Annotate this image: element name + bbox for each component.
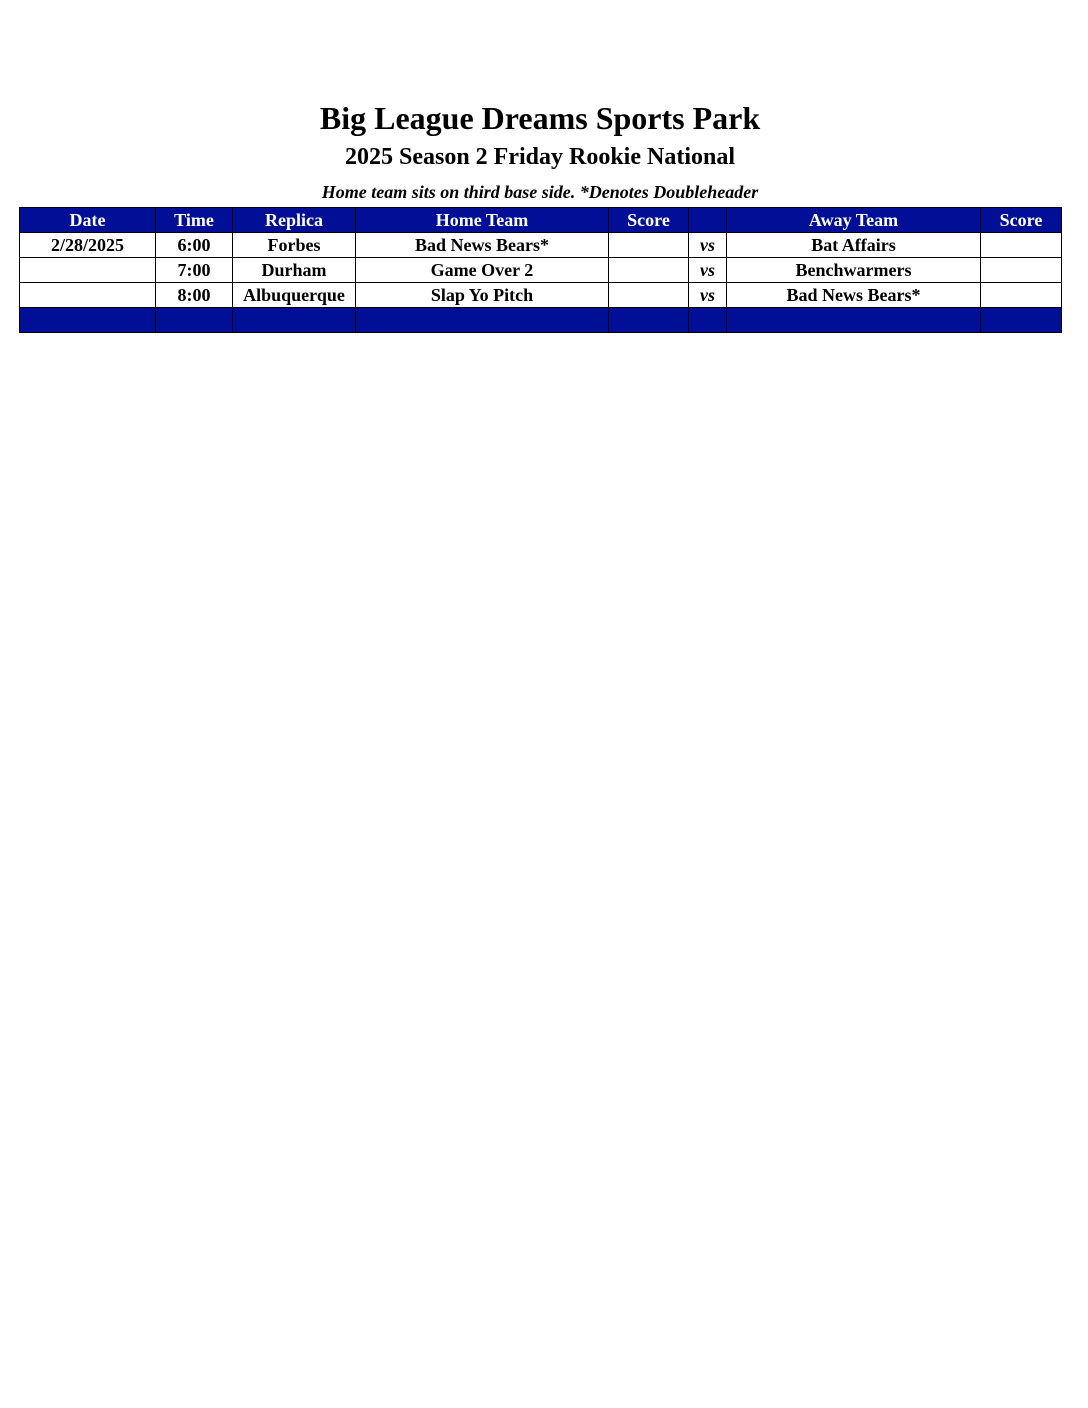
cell-home-score [609,258,689,283]
footer-cell [609,308,689,333]
table-footer-band [20,308,1062,333]
column-header-date: Date [20,208,156,233]
table-row [20,233,1062,258]
home-team-note: Home team sits on third base side. *Denotes Doubleheader [321,182,759,202]
schedule-table [19,207,1062,333]
cell-home-team: Game Over 2 [356,258,609,283]
cell-time: 8:00 [156,283,233,308]
column-header-home-score: Score [609,208,689,233]
cell-away-score [981,258,1062,283]
footer-cell [727,308,981,333]
cell-date [20,258,156,283]
cell-vs: vs [689,258,727,283]
cell-home-score [609,283,689,308]
cell-vs: vs [689,233,727,258]
footer-cell [20,308,156,333]
table-row [20,258,1062,283]
cell-home-score [609,233,689,258]
cell-replica: Forbes [233,233,356,258]
table-header-row [20,208,1062,233]
footer-cell [689,308,727,333]
cell-replica: Albuquerque [233,283,356,308]
footer-cell [356,308,609,333]
cell-time: 7:00 [156,258,233,283]
page-title: Big League Dreams Sports Park [319,100,761,136]
cell-time: 6:00 [156,233,233,258]
column-header-vs [689,208,727,233]
cell-away-team: Bat Affairs [727,233,981,258]
cell-replica: Durham [233,258,356,283]
column-header-away-team: Away Team [727,208,981,233]
column-header-away-score: Score [981,208,1062,233]
footer-cell [981,308,1062,333]
cell-home-team: Slap Yo Pitch [356,283,609,308]
column-header-replica: Replica [233,208,356,233]
table-row [20,283,1062,308]
footer-cell [233,308,356,333]
footer-cell [156,308,233,333]
cell-away-team: Bad News Bears* [727,283,981,308]
cell-vs: vs [689,283,727,308]
cell-date [20,283,156,308]
cell-away-score [981,283,1062,308]
cell-away-score [981,233,1062,258]
column-header-time: Time [156,208,233,233]
page-subtitle: 2025 Season 2 Friday Rookie National [344,144,736,170]
cell-home-team: Bad News Bears* [356,233,609,258]
column-header-home-team: Home Team [356,208,609,233]
cell-away-team: Benchwarmers [727,258,981,283]
cell-date: 2/28/2025 [20,233,156,258]
